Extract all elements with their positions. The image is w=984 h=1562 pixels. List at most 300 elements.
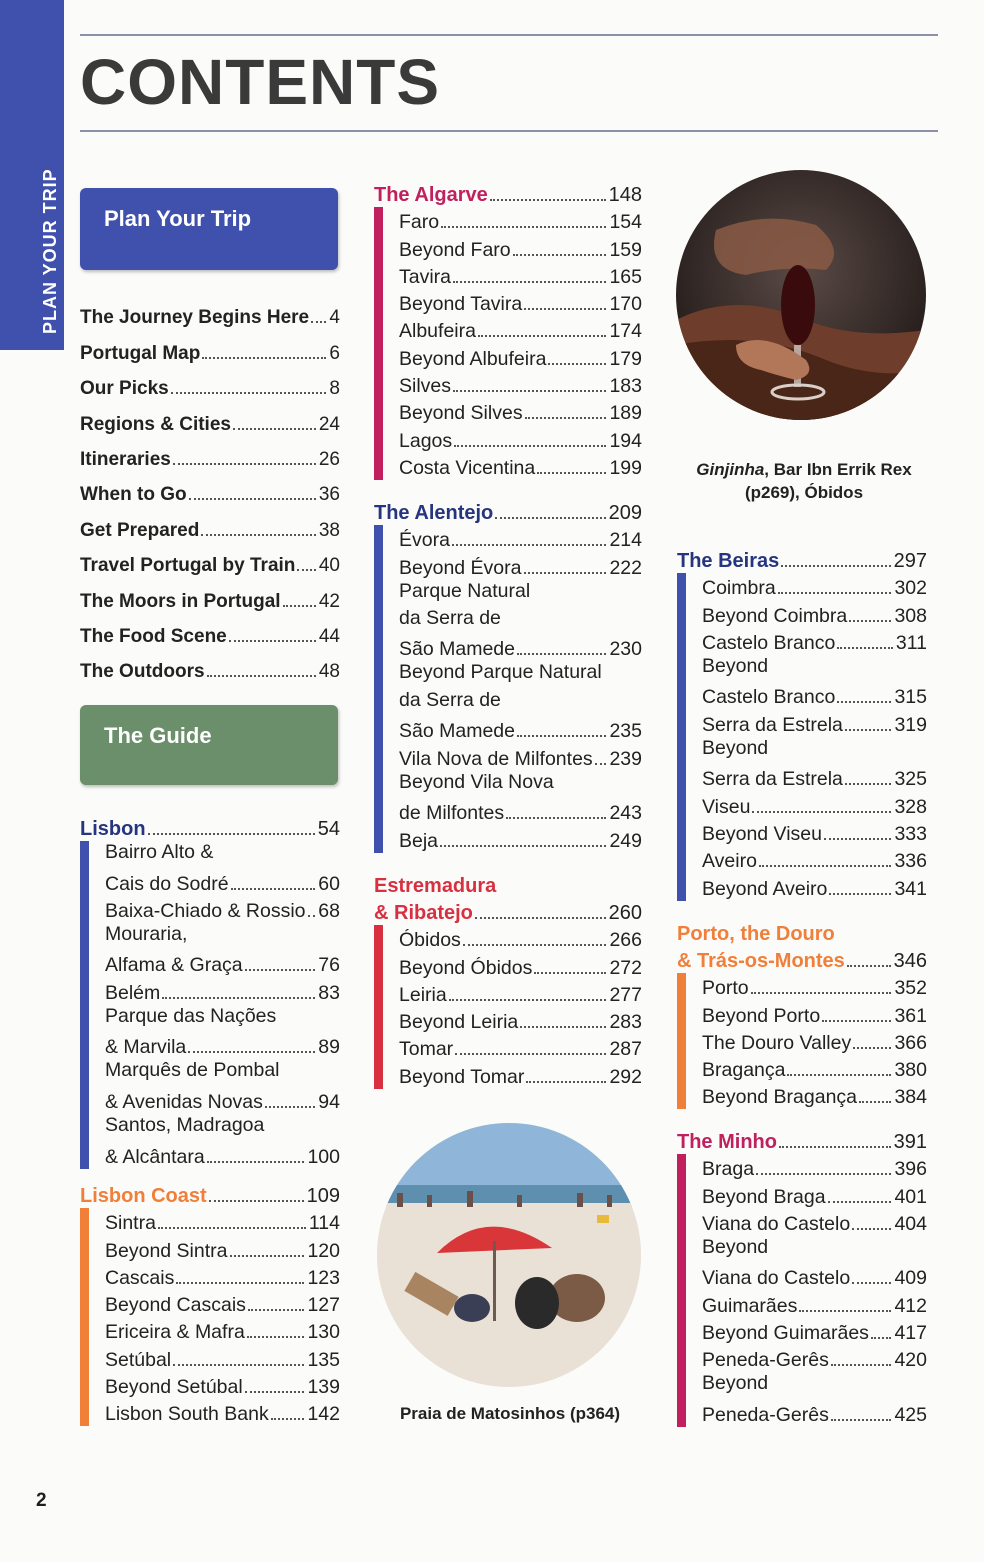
subentry[interactable]: [105, 1290, 340, 1317]
dot-leader: [525, 417, 607, 419]
top-rule: [80, 34, 938, 36]
dot-leader: [173, 463, 316, 465]
dot-leader: [202, 357, 326, 359]
dot-leader: [526, 1081, 606, 1083]
subentry-label: São Mamede: [399, 638, 515, 661]
dot-leader: [831, 1364, 892, 1366]
subentry-page: 114: [308, 1212, 340, 1235]
toc-entry-label: Travel Portugal by Train: [80, 555, 296, 577]
subentry-page: 325: [894, 768, 927, 791]
subentry[interactable]: [702, 846, 927, 873]
subentry[interactable]: [702, 600, 927, 627]
subentry-page: 159: [609, 238, 642, 261]
dot-leader: [171, 392, 327, 394]
subentry-label: Évora: [399, 529, 450, 552]
subentry[interactable]: [399, 825, 642, 852]
subentry[interactable]: [702, 628, 927, 655]
dot-leader: [799, 1310, 891, 1312]
subentry-label: Setúbal: [105, 1348, 172, 1371]
dot-leader: [534, 972, 606, 974]
subentry[interactable]: [399, 316, 642, 343]
subentry-label: & Marvila: [105, 1036, 187, 1059]
toc-entry-page: 44: [318, 625, 340, 647]
subentry-page: 249: [609, 829, 642, 852]
toc-entry[interactable]: [80, 436, 340, 471]
subentry[interactable]: [399, 1034, 642, 1061]
section-color-bar: [374, 925, 383, 1089]
subentry-page: 194: [609, 429, 642, 452]
dot-leader: [453, 281, 606, 283]
subentry-page: 287: [609, 1038, 642, 1061]
subentry-page: 336: [894, 850, 927, 873]
subentry-page: 412: [894, 1294, 927, 1317]
section-heading-label: The Beiras: [677, 550, 780, 572]
subentry[interactable]: [702, 1345, 927, 1372]
dot-leader: [831, 1419, 892, 1421]
page-number: 2: [36, 1490, 47, 1511]
dot-leader: [520, 1026, 606, 1028]
subentry-page: 409: [894, 1267, 927, 1290]
section-color-bar: [677, 573, 686, 901]
subentry-page: 199: [609, 456, 642, 479]
subentry[interactable]: [105, 1372, 340, 1399]
subentry-label: de Milfontes: [399, 802, 505, 825]
subentry-label: Baixa-Chiado & Rossio: [105, 899, 306, 922]
section-heading[interactable]: [374, 498, 642, 525]
dot-leader: [845, 729, 892, 731]
subentry-page: 341: [894, 877, 927, 900]
subentry-page: 135: [307, 1348, 340, 1371]
dot-leader: [297, 569, 315, 571]
subentry-page: 174: [609, 320, 642, 343]
subentry-label: Cascais: [105, 1266, 175, 1289]
subentry[interactable]: [702, 1082, 927, 1109]
toc-entry-label: The Outdoors: [80, 661, 205, 683]
dot-leader: [283, 605, 316, 607]
subentry[interactable]: [105, 1208, 340, 1235]
subentry[interactable]: [105, 1263, 340, 1290]
section-page: 260: [608, 902, 642, 924]
subentry-page: 179: [609, 347, 642, 370]
section-subentries: [677, 1154, 927, 1427]
subentry[interactable]: [702, 682, 927, 709]
subentry-list: [399, 525, 642, 853]
toc-entry[interactable]: [80, 365, 340, 400]
subentry-label: Beyond Évora: [399, 556, 522, 579]
subentry-label: Beyond Tavira: [399, 293, 523, 316]
subentry[interactable]: [702, 1028, 927, 1055]
dot-leader: [231, 888, 316, 890]
subentry[interactable]: [399, 371, 642, 398]
toc-entry-page: 8: [329, 378, 340, 400]
subentry[interactable]: [105, 896, 340, 923]
subentry[interactable]: [399, 453, 642, 480]
subentry-label: Tomar: [399, 1038, 454, 1061]
subentry-page: 333: [894, 822, 927, 845]
subentry-label: Beyond Setúbal: [105, 1376, 243, 1399]
dot-leader: [454, 445, 606, 447]
dot-leader: [517, 653, 606, 655]
section-color-bar: [677, 1154, 686, 1427]
toc-entry-page: 36: [318, 484, 340, 506]
subentry-label: Beyond Viseu: [702, 822, 822, 845]
subentry[interactable]: [399, 262, 642, 289]
subentry-label: Beyond Bragança: [702, 1086, 858, 1109]
subentry-label: Beyond Leiria: [399, 1011, 519, 1034]
subentry-label: Beyond Guimarães: [702, 1322, 869, 1345]
dot-leader: [245, 1391, 305, 1393]
subentry[interactable]: [702, 1181, 927, 1208]
ginjinha-photo: [676, 170, 926, 420]
subentry-label: Silves: [399, 375, 452, 398]
subentry-label: Beyond Sintra: [105, 1239, 228, 1262]
subentry-line: Beyond: [702, 1235, 769, 1258]
section-page: 209: [608, 502, 642, 524]
dot-leader: [847, 965, 891, 967]
dot-leader: [453, 390, 606, 392]
subentry-page: 243: [609, 802, 642, 825]
section-heading-label: & Ribatejo: [374, 902, 473, 924]
subentry-page: 230: [609, 638, 642, 661]
subentry-line: Beyond: [702, 654, 769, 677]
subentry[interactable]: [399, 743, 642, 770]
section-alentejo: [374, 498, 642, 853]
subentry-page: 100: [307, 1145, 340, 1168]
subentry[interactable]: [399, 425, 642, 452]
section-algarve: [374, 180, 642, 480]
subentry-label: Costa Vicentina: [399, 456, 536, 479]
dot-leader: [837, 647, 893, 649]
section-heading-label: Lisbon Coast: [80, 1185, 207, 1207]
subentry-list: [399, 925, 642, 1089]
toc-entry-page: 48: [318, 661, 340, 683]
dot-leader: [853, 1047, 891, 1049]
subentry-page: 404: [894, 1212, 927, 1235]
subentry-line: Parque das Nações: [105, 1004, 277, 1027]
subentry-label: Beyond Óbidos: [399, 956, 533, 979]
dot-leader: [517, 735, 606, 737]
dot-leader: [752, 811, 891, 813]
subentry[interactable]: [105, 1087, 340, 1114]
caption-line2: (p269), Óbidos: [744, 483, 864, 502]
subentry-label: Beyond Braga: [702, 1185, 826, 1208]
subentry-page: 361: [894, 1004, 927, 1027]
section-subentries: [80, 1208, 340, 1426]
dot-leader: [455, 1053, 606, 1055]
subentry-label: Viana do Castelo: [702, 1267, 851, 1290]
dot-leader: [837, 701, 891, 703]
toc-entry[interactable]: [80, 506, 340, 541]
subentry-label: Aveiro: [702, 850, 757, 873]
toc-entry-label: The Moors in Portugal: [80, 590, 281, 612]
dot-leader: [787, 1074, 891, 1076]
subentry-label: Faro: [399, 211, 440, 234]
subentry-page: 189: [609, 402, 642, 425]
subentry[interactable]: [399, 289, 642, 316]
subentry[interactable]: [702, 1000, 927, 1027]
dot-leader: [513, 254, 607, 256]
subentry-label: & Avenidas Novas: [105, 1090, 263, 1113]
section-heading-label: The Minho: [677, 1131, 777, 1153]
subentry[interactable]: [702, 873, 927, 900]
toc-entry-page: 40: [318, 555, 340, 577]
toc-entry-label: Itineraries: [80, 448, 171, 470]
subentry-line: Bairro Alto &: [105, 841, 214, 863]
subentry-page: 139: [307, 1376, 340, 1399]
subentry-page: 315: [894, 686, 927, 709]
toc-entry[interactable]: [80, 613, 340, 648]
toc-entry[interactable]: [80, 648, 340, 683]
section-estremadura: [374, 871, 642, 1089]
section-heading-line2: [677, 946, 927, 973]
subentry-line: Beyond: [702, 736, 769, 759]
subentry-label: Lisbon South Bank: [105, 1403, 269, 1426]
dot-leader: [247, 1336, 305, 1338]
toc-entry-label: The Journey Begins Here: [80, 307, 310, 329]
dot-leader: [751, 992, 892, 994]
subentry[interactable]: [399, 925, 642, 952]
subentry[interactable]: [702, 764, 927, 791]
toc-entry-label: Regions & Cities: [80, 413, 231, 435]
subentry[interactable]: [702, 1209, 927, 1236]
subentry-page: 123: [307, 1266, 340, 1289]
toc-entry-page: 24: [318, 413, 340, 435]
subentry-page: 239: [609, 747, 642, 770]
section-heading-label: Lisbon: [80, 818, 146, 840]
subentry-line: Santos, Madragoa: [105, 1113, 265, 1136]
subentry-line: Beyond: [702, 1372, 769, 1395]
subentry-label: Beyond Porto: [702, 1004, 821, 1027]
subentry-page: 214: [609, 529, 642, 552]
subentry[interactable]: [702, 1290, 927, 1317]
dot-leader: [871, 1337, 892, 1339]
subentry-page: 352: [894, 977, 927, 1000]
subentry-label: Cais do Sodré: [105, 872, 229, 895]
toc-entry-page: 38: [318, 519, 340, 541]
subentry[interactable]: [399, 525, 642, 552]
subentry[interactable]: [105, 1317, 340, 1344]
subentry[interactable]: [702, 1154, 927, 1181]
dot-leader: [176, 1282, 304, 1284]
section-heading-label: The Alentejo: [374, 502, 494, 524]
section-subentries: [374, 525, 642, 853]
dot-leader: [845, 783, 892, 785]
subentry-label: Coimbra: [702, 577, 776, 600]
subentry[interactable]: [702, 791, 927, 818]
toc-entry-label: Get Prepared: [80, 519, 200, 541]
subentry-line: da Serra de: [399, 688, 501, 711]
subentry[interactable]: [702, 1400, 927, 1427]
subentry-label: Peneda-Gerês: [702, 1349, 829, 1372]
subentry-label: Peneda-Gerês: [702, 1403, 829, 1426]
subentry[interactable]: [105, 1235, 340, 1262]
subentry-label: São Mamede: [399, 720, 515, 743]
section-heading-label: The Algarve: [374, 184, 488, 206]
section-page: 297: [893, 550, 927, 572]
subentry-label: Bragança: [702, 1059, 786, 1082]
subentry[interactable]: [702, 573, 927, 600]
section-heading[interactable]: [677, 919, 927, 973]
subentry[interactable]: [105, 1141, 340, 1168]
subentry[interactable]: [399, 952, 642, 979]
toc-entry[interactable]: [80, 471, 340, 506]
beach-photo: [377, 1123, 641, 1387]
section-page: 109: [306, 1185, 340, 1207]
subentry-page: 266: [609, 929, 642, 952]
subentry-page: 130: [307, 1321, 340, 1344]
subentry-page: 420: [894, 1349, 927, 1372]
subentry-label: Sintra: [105, 1212, 156, 1235]
subentry[interactable]: [399, 1061, 642, 1088]
toc-entry[interactable]: [80, 329, 340, 364]
toc-entry[interactable]: [80, 542, 340, 577]
subentry[interactable]: [105, 868, 340, 895]
subentry[interactable]: [399, 343, 642, 370]
section-subentries: [677, 973, 927, 1109]
ginjinha-caption: [676, 458, 932, 504]
section-subentries: [677, 573, 927, 901]
toc-entry[interactable]: [80, 294, 340, 329]
subentry[interactable]: [399, 980, 642, 1007]
subentry[interactable]: [702, 819, 927, 846]
subentry-line: Parque Natural: [399, 579, 531, 602]
page-title: CONTENTS: [80, 46, 440, 118]
subentry-label: Vila Nova de Milfontes: [399, 747, 593, 770]
section-heading-line1: Estremadura: [374, 875, 497, 897]
dot-leader: [308, 915, 316, 917]
subentry[interactable]: [399, 234, 642, 261]
dot-leader: [265, 1106, 315, 1108]
section-page: 346: [893, 950, 927, 972]
dot-leader: [189, 498, 316, 500]
section-lisbon: [80, 814, 340, 1169]
subentry-page: 183: [609, 375, 642, 398]
subentry[interactable]: [399, 1007, 642, 1034]
subentry-page: 127: [307, 1294, 340, 1317]
subentry[interactable]: [399, 207, 642, 234]
dot-leader: [245, 969, 316, 971]
dot-leader: [524, 308, 606, 310]
section-heading[interactable]: [80, 1181, 340, 1208]
subentry-label: Beyond Silves: [399, 402, 523, 425]
subentry[interactable]: [399, 798, 642, 825]
section-page: 391: [893, 1131, 927, 1153]
subentry-label: Beyond Faro: [399, 238, 511, 261]
section-heading[interactable]: [374, 180, 642, 207]
subentry-line: Marquês de Pombal: [105, 1059, 280, 1082]
toc-entry-page: 26: [318, 448, 340, 470]
subentry[interactable]: [399, 552, 642, 579]
section-color-bar: [374, 525, 383, 853]
subentry[interactable]: [702, 1055, 927, 1082]
toc-entry[interactable]: [80, 577, 340, 612]
subentry-line: Beyond Parque Natural: [399, 661, 602, 684]
subentry[interactable]: [105, 950, 340, 977]
subentry[interactable]: [702, 709, 927, 736]
section-beiras: [677, 546, 927, 901]
subentry-line: Mouraria,: [105, 922, 188, 945]
toc-entry-page: 4: [329, 307, 340, 329]
subentry[interactable]: [105, 977, 340, 1004]
caption-italic: Ginjinha: [696, 460, 765, 479]
section-heading[interactable]: [677, 546, 927, 573]
dot-leader: [548, 363, 606, 365]
plan-your-trip-box: Plan Your Trip: [80, 188, 338, 270]
section-heading[interactable]: [80, 814, 340, 841]
subentry-line: Beyond Vila Nova: [399, 770, 554, 793]
section-color-bar: [677, 973, 686, 1109]
dot-leader: [188, 1051, 315, 1053]
dot-leader: [173, 1364, 304, 1366]
dot-leader: [756, 1173, 891, 1175]
dot-leader: [158, 1227, 306, 1229]
subentry[interactable]: [105, 1032, 340, 1059]
subentry-label: Viseu: [702, 795, 751, 818]
subentry-page: 170: [609, 293, 642, 316]
subentry[interactable]: [702, 1318, 927, 1345]
subentry[interactable]: [702, 973, 927, 1000]
subentry[interactable]: [399, 634, 642, 661]
dot-leader: [824, 838, 891, 840]
section-heading[interactable]: [677, 1127, 927, 1154]
dot-leader: [537, 472, 606, 474]
toc-entry-label: Our Picks: [80, 378, 169, 400]
subentry[interactable]: [399, 398, 642, 425]
subentry[interactable]: [399, 716, 642, 743]
sidebar-label: PLAN YOUR TRIP: [40, 168, 60, 334]
dot-leader: [463, 944, 607, 946]
dot-leader: [233, 428, 316, 430]
dot-leader: [778, 592, 892, 594]
subentry-label: & Alcântara: [105, 1145, 205, 1168]
subentry-page: 83: [318, 981, 340, 1004]
subentry-label: Serra da Estrela: [702, 768, 843, 791]
subentry-label: Albufeira: [399, 320, 476, 343]
section-minho: [677, 1127, 927, 1427]
caption-rest: , Bar Ibn Errik Rex: [764, 460, 912, 479]
toc-entry[interactable]: [80, 400, 340, 435]
subentry-label: Beyond Coimbra: [702, 604, 848, 627]
toc-entry-label: When to Go: [80, 484, 187, 506]
section-heading[interactable]: [374, 871, 642, 925]
subentry[interactable]: [702, 1263, 927, 1290]
subentry-page: 94: [318, 1090, 340, 1113]
section-lisbon-coast: [80, 1181, 340, 1426]
subentry-page: 396: [894, 1158, 927, 1181]
subentry[interactable]: [105, 1399, 340, 1426]
subentry-label: Beyond Albufeira: [399, 347, 547, 370]
dot-leader: [230, 1255, 305, 1257]
subentry-page: 68: [318, 899, 340, 922]
dot-leader: [495, 517, 605, 519]
dot-leader: [822, 1020, 891, 1022]
subentry-page: 328: [894, 795, 927, 818]
dot-leader: [859, 1101, 891, 1103]
dot-leader: [852, 1228, 891, 1230]
section-color-bar: [374, 207, 383, 480]
subentry-line: da Serra de: [399, 606, 501, 629]
subentry-page: 120: [307, 1239, 340, 1262]
dot-leader: [759, 865, 892, 867]
subentry[interactable]: [105, 1344, 340, 1371]
dot-leader: [207, 1161, 305, 1163]
subentry-label: Castelo Branco: [702, 686, 836, 709]
subentry-page: 60: [318, 872, 340, 895]
dot-leader: [779, 1146, 891, 1148]
section-heading-line1: Porto, the Douro: [677, 923, 835, 945]
dot-leader: [229, 640, 316, 642]
subentry-page: 272: [609, 956, 642, 979]
